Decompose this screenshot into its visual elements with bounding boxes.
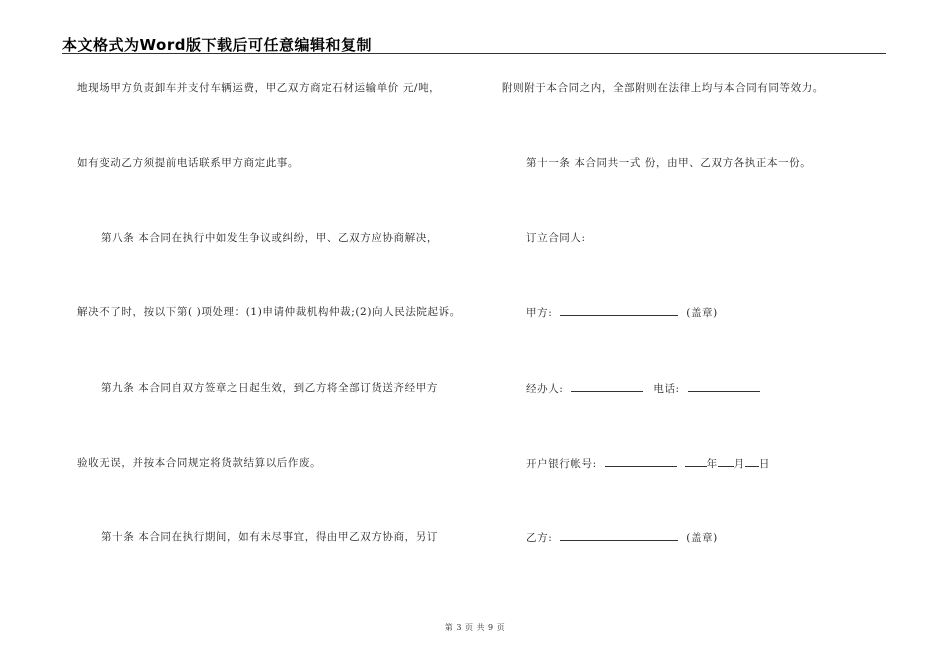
left-paragraph-1: 地现场甲方负责卸车并支付车辆运费，甲乙双方商定石材运输单价 元/吨， (77, 82, 441, 94)
year-blank (685, 455, 707, 467)
left-paragraph-4: 解决不了时，按以下第( )项处理：(1)申请仲裁机构仲裁;(2)向人民法院起诉。 (77, 306, 461, 318)
bank-line (526, 455, 770, 471)
day-label: 日 (758, 458, 770, 470)
month-label: 月 (733, 458, 745, 470)
party-a-seal: (盖章) (686, 307, 718, 319)
signatories-heading: 订立合同人: (526, 232, 586, 244)
left-paragraph-3: 第八条 本合同在执行中如发生争议或纠纷，甲、乙双方应协商解决， (101, 232, 438, 244)
right-paragraph-1: 附则附于本合同之内，全部附则在法律上均与本合同有同等效力。 (502, 82, 824, 94)
party-a-line (526, 304, 718, 320)
month-blank (718, 455, 734, 467)
party-a-blank (560, 304, 678, 316)
bank-label: 开户银行帐号: (526, 458, 597, 470)
year-label: 年 (706, 458, 718, 470)
agent-line (526, 380, 760, 396)
bank-blank (605, 455, 677, 467)
agent-blank (571, 380, 643, 392)
left-paragraph-2: 如有变动乙方须提前电话联系甲方商定此事。 (77, 157, 299, 169)
left-paragraph-5: 第九条 本合同自双方签章之日起生效，到乙方将全部订货送齐经甲方 (101, 382, 438, 394)
phone-label: 电话: (653, 383, 680, 395)
party-b-line (526, 529, 718, 545)
party-a-label: 甲方: (526, 307, 553, 319)
party-b-blank (560, 529, 678, 541)
party-b-seal: (盖章) (686, 532, 718, 544)
phone-blank (688, 380, 760, 392)
left-paragraph-7: 第十条 本合同在执行期间，如有未尽事宜，得由甲乙双方协商，另订 (101, 531, 438, 543)
page-number: 第 3 页 共 9 页 (444, 623, 506, 632)
right-paragraph-2: 第十一条 本合同共一式 份，由甲、乙双方各执正本一份。 (526, 157, 812, 169)
agent-label: 经办人: (526, 383, 564, 395)
header-title: 本文格式为Word版下载后可任意编辑和复制 (62, 36, 372, 54)
day-blank (745, 455, 759, 467)
party-b-label: 乙方: (526, 532, 553, 544)
header-divider (62, 53, 886, 54)
left-paragraph-6: 验收无误，并按本合同规定将货款结算以后作废。 (77, 457, 322, 469)
